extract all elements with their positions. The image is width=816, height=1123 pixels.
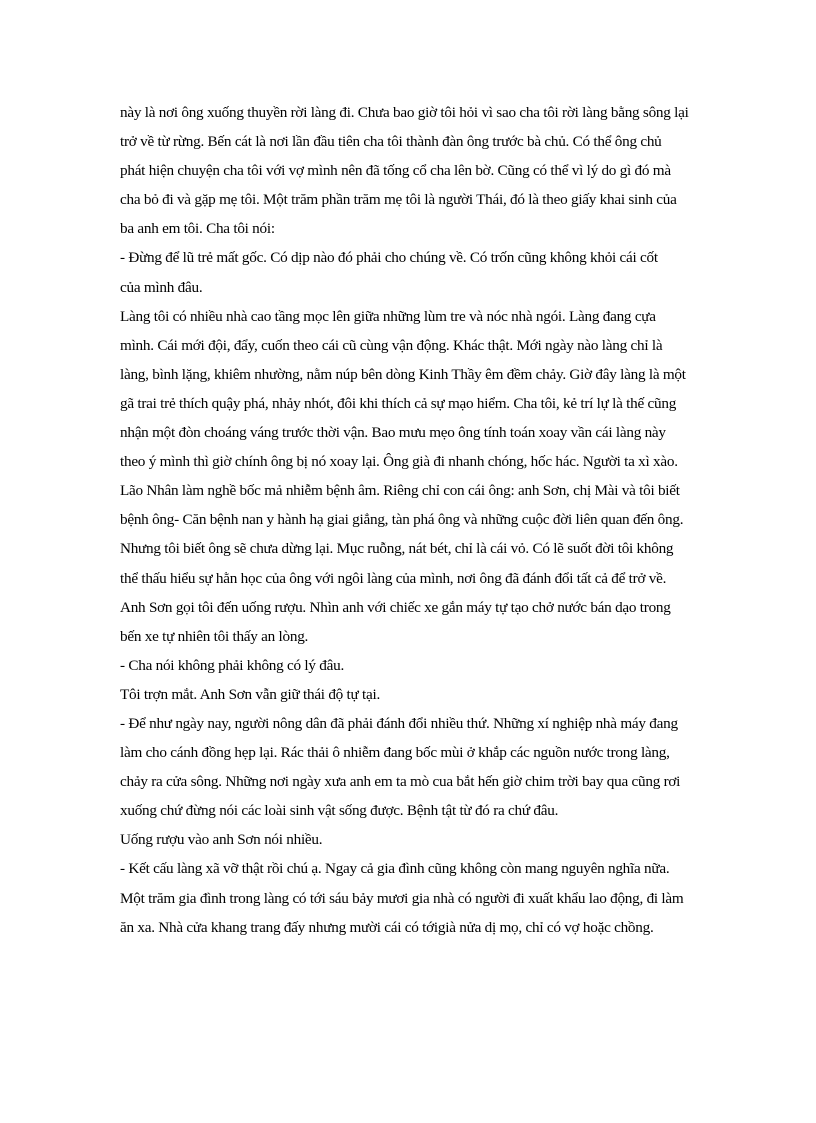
- text-line: xuống chứ đừng nói các loài sinh vật sống được. Bệnh tật từ đó ra chứ đâu.: [120, 802, 559, 820]
- text-line: gã trai trẻ thích quậy phá, nhảy nhót, đôi khi thích cả sự mạo hiểm. Cha tôi, kẻ trí lự là thế cũng: [120, 394, 677, 412]
- text-line: chảy ra cửa sông. Những nơi ngày xưa anh em ta mò cua bắt hến giờ chim trời bay qua cũng rơi: [120, 773, 681, 791]
- text-line: thể thấu hiểu sự hằn học của ông với ngôi làng của mình, nơi ông đã đánh đổi tất cả để trở về.: [120, 569, 667, 587]
- text-line: Một trăm gia đình trong làng có tới sáu bảy mươi gia nhà có người đi xuất khẩu lao động, đi làm: [120, 889, 684, 907]
- text-line: phát hiện chuyện cha tôi với vợ mình nên đã tống cổ cha lên bờ. Cũng có thể vì lý do gì đó mà: [120, 162, 671, 180]
- body-text: [120, 98, 704, 942]
- text-line: Lão Nhân làm nghề bốc mả nhiễm bệnh âm. Riêng chỉ con cái ông: anh Sơn, chị Mài và tôi biết: [120, 482, 680, 500]
- text-line: này là nơi ông xuống thuyền rời làng đi. Chưa bao giờ tôi hỏi vì sao cha tôi rời làng bằng sông lại: [120, 104, 689, 121]
- text-line: trở về từ rừng. Bến cát là nơi lần đầu tiên cha tôi thành đàn ông trước bà chủ. Có thể ông chủ: [120, 133, 662, 151]
- text-line: - Kết cấu làng xã vỡ thật rồi chú ạ. Ngay cả gia đình cũng không còn mang nguyên nghĩa nữa.: [120, 860, 670, 878]
- text-line: mình. Cái mới đội, đẩy, cuốn theo cái cũ cùng vận động. Khác thật. Mới ngày nào làng chỉ là: [120, 336, 663, 354]
- text-line: - Đừng để lũ trẻ mất gốc. Có dịp nào đó phải cho chúng về. Có trốn cũng không khỏi cái cốt: [120, 249, 658, 267]
- text-line: theo ý mình thì giờ chính ông bị nó xoay lại. Ông già đi nhanh chóng, hốc hác. Người ta xì xào.: [120, 453, 678, 471]
- text-line: - Cha nói không phải không có lý đâu.: [120, 656, 345, 674]
- text-line: bệnh ông- Căn bệnh nan y hành hạ giai giẳng, tàn phá ông và những cuộc đời liên quan đến ông.: [120, 511, 684, 529]
- text-line: của mình đâu.: [120, 278, 203, 296]
- text-line: bến xe tự nhiên tôi thấy an lòng.: [120, 627, 309, 645]
- text-line: ăn xa. Nhà cửa khang trang đấy nhưng mười cái có tớigià nửa dị mọ, chỉ có vợ hoặc chồng.: [120, 918, 654, 936]
- text-line: - Để như ngày nay, người nông dân đã phải đánh đổi nhiều thứ. Những xí nghiệp nhà máy đang: [120, 714, 678, 732]
- text-line: Uống rượu vào anh Sơn nói nhiều.: [120, 831, 323, 849]
- text-line: làm cho cánh đồng hẹp lại. Rác thải ô nhiễm đang bốc mùi ở khắp các nguồn nước trong làng,: [120, 744, 670, 762]
- text-line: nhận một đòn choáng váng trước thời vận. Bao mưu mẹo ông tính toán xoay vần cái làng này: [120, 424, 666, 442]
- text-line: Anh Sơn gọi tôi đến uống rượu. Nhìn anh với chiếc xe gắn máy tự tạo chở nước bán dạo trong: [120, 598, 671, 616]
- text-line: Nhưng tôi biết ông sẽ chưa dừng lại. Mục ruỗng, nát bét, chỉ là cái vỏ. Có lẽ suốt đời tôi không: [120, 540, 674, 558]
- text-line: Làng tôi có nhiều nhà cao tầng mọc lên giữa những lùm tre và nóc nhà ngói. Làng đang cựa: [120, 307, 656, 325]
- text-line: Tôi trợn mắt. Anh Sơn vẫn giữ thái độ tự tại.: [120, 685, 381, 703]
- text-line: ba anh em tôi. Cha tôi nói:: [120, 220, 275, 238]
- text-line: làng, bình lặng, khiêm nhường, nằm núp bên dòng Kinh Thầy êm đềm chảy. Giờ đây làng là một: [120, 365, 686, 383]
- text-line: cha bỏ đi và gặp mẹ tôi. Một trăm phần trăm mẹ tôi là người Thái, đó là theo giấy khai sinh của: [120, 191, 677, 209]
